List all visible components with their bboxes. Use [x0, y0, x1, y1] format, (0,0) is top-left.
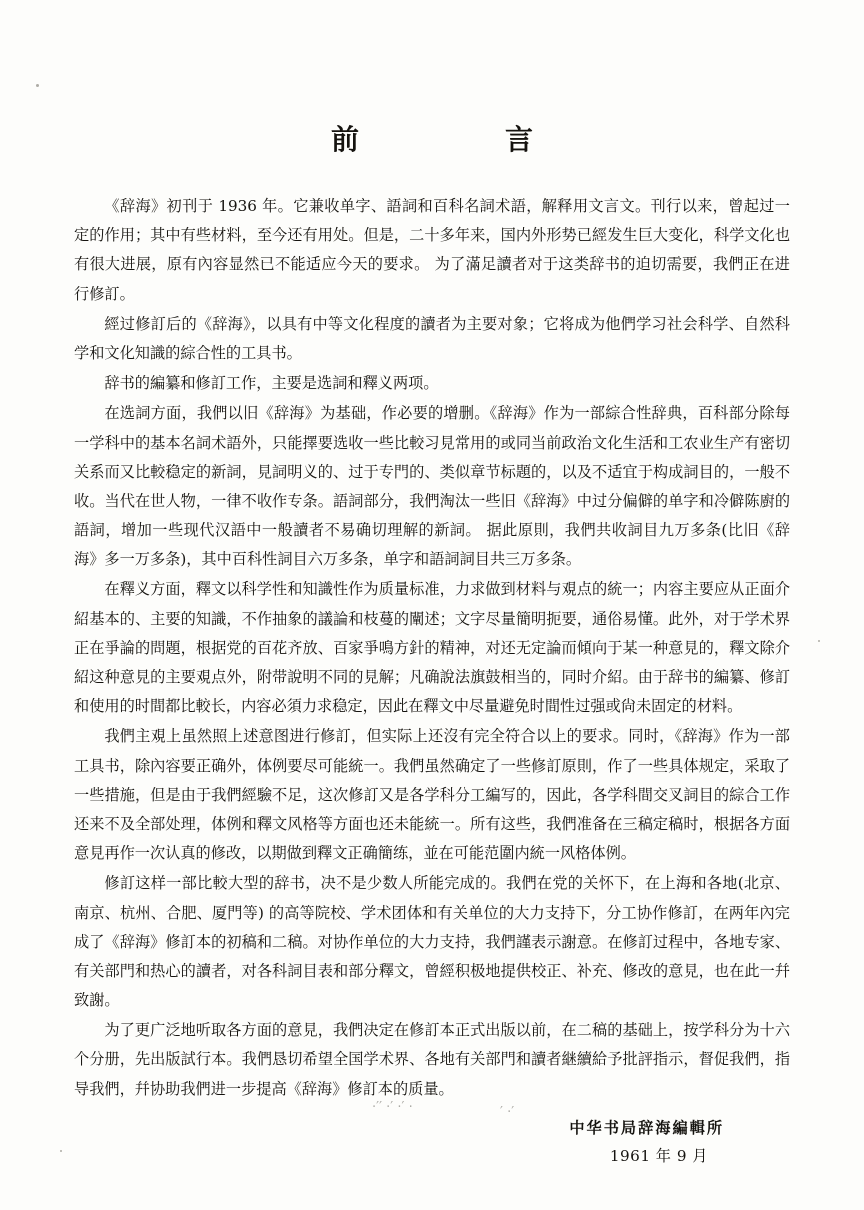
page-speck	[36, 84, 39, 87]
paragraph: 为了更广泛地听取各方面的意見，我們决定在修訂本正式出版以前，在二稿的基础上，按学科分为十六个分册，先出版試行本。我們恳切希望全国学术界、各地有关部門和讀者継續給予批評指示，督促我們，指导我們，幷协助我們进一步提高《辞海》修訂本的质量。	[74, 1021, 790, 1098]
scan-smudge: ′ ·′	[500, 1105, 515, 1120]
scan-smudge: ·′′ ·′ ·′ ·	[372, 1100, 413, 1115]
paragraph: 修訂这样一部比較大型的辞书，决不是少数人所能完成的。我們在党的关怀下，在上海和各地(北京、南京、杭州、合肥、厦門等) 的高等院校、学术团体和有关单位的大力支持下，分工协作修訂，在两年內完成了《辞海》修訂本的初稿和二稿。对协作单位的大力支持，我們謹表示謝意。在修訂过程中，各地专家、有关部門和热心的讀者，对各科詞目表和部分釋文，曾經积极地提供校正、补充、修改的意見，也在此一幷致謝。	[74, 874, 790, 1010]
page-speck	[60, 1150, 62, 1152]
page-speck	[818, 640, 820, 642]
paragraph: 在釋义方面，釋文以科学性和知識性作为质量标准，力求做到材料与覌点的統一；内容主要应从正面介紹基本的、主要的知識，不作抽象的議論和枝蔓的闡述；文字尽量簡明扼要，通俗易懂。此外，对于学术界正在爭論的問題，根据党的百花齐放、百家爭鳴方針的精神，对还无定論而傾向于某一种意見的，釋文除介紹这种意見的主要覌点外，附带說明不同的見解；凡确說法旗鼓相当的，同时介紹。由于辞书的編纂、修訂和使用的时間都比較长，内容必須力求稳定，因此在釋文中尽量避免时間性过强或尙未固定的材料。	[74, 580, 790, 716]
paragraph: 我們主覌上虽然照上述意图进行修訂，但实际上还沒有完全符合以上的要求。同时，《辞海》作为一部工具书，除內容要正确外，体例要尽可能統一。我們虽然确定了一些修訂原則，作了一些具体规定，采取了一些措施，但是由于我們經驗不足，这次修訂又是各学科分工編写的，因此，各学科間交叉詞目的綜合工作还来不及全部处理，体例和釋文风格等方面也还未能統一。所有这些，我們准备在三稿定稿时，根据各方面意見再作一次认真的修改，以期做到釋文正确簡练，並在可能范圍内統一风格体例。	[74, 727, 790, 863]
page-title: 前 言	[330, 123, 563, 156]
page-content	[74, 118, 790, 1170]
signature-publisher: 中华书局辞海編輯所	[569, 1118, 724, 1137]
preface-body	[74, 192, 790, 1104]
paragraph: 經过修訂后的《辞海》，以具有中等文化程度的讀者为主要对象；它将成为他們学习社会科学、自然科学和文化知識的綜合性的工具书。	[74, 314, 790, 362]
paragraph: 辞书的編纂和修訂工作，主要是选詞和釋义两项。	[104, 374, 439, 393]
paragraph: 《辞海》初刊于 1936 年。它兼收单字、語詞和百科名詞术語，解释用文言文。刊行以来，曾起过一定的作用；其中有些材料，至今还有用处。但是，二十多年来，国内外形势已經发生巨大变化，科学文化也有很大进展，原有內容显然已不能适应今天的要求。 为了滿足讀者对于这类辞书的迫切需要，我們正在进行修訂。	[74, 197, 790, 303]
paragraph: 在选詞方面，我們以旧《辞海》为基础，作必要的增删。《辞海》作为一部綜合性辞典，百科部分除每一学科中的基本名詞术語外，只能擇要选收一些比較习見常用的或同当前政治文化生活和工农业生产有密切关系而又比較稳定的新詞，見詞明义的、过于专門的、类似章节标題的，以及不适宜于构成詞目的，一般不收。当代在世人物，一律不收作专条。語詞部分，我們淘汰一些旧《辞海》中过分偏僻的单字和冷僻陈廚的語詞，增加一些现代汉語中一般讀者不易确切理解的新詞。 据此原則，我們共收詞目九万多条(比旧《辞海》多一万多条)，其中百科性詞目六万多条，单字和語詞詞目共三万多条。	[74, 404, 790, 569]
signature-date: 1961 年 9 月	[609, 1146, 708, 1165]
signature-block	[74, 1114, 790, 1170]
